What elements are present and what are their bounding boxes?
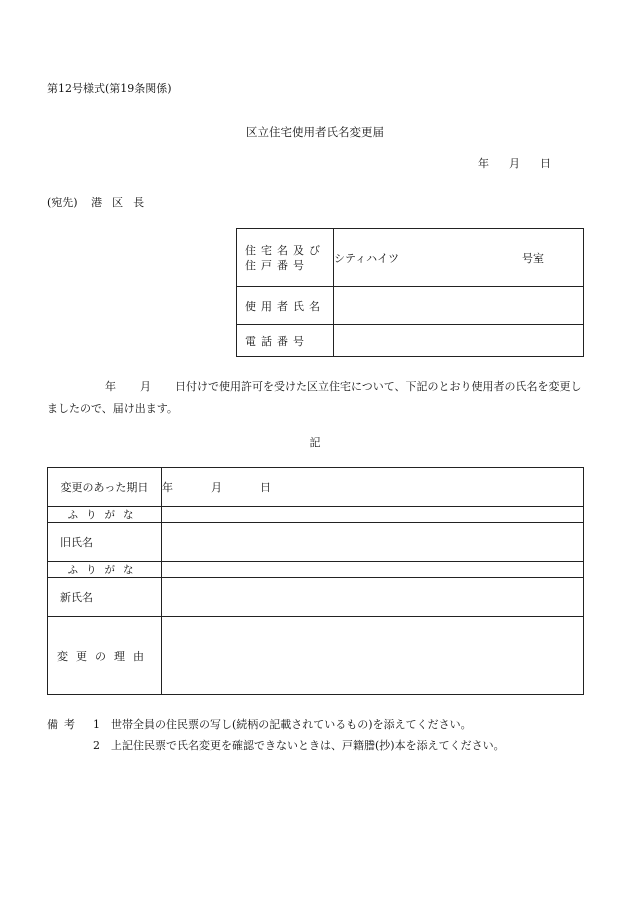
change-date-field[interactable] [162, 468, 584, 507]
reason-label: 変更の理由 [48, 617, 162, 695]
new-name-label [48, 578, 162, 617]
document-title: 区立住宅使用者氏名変更届 [246, 125, 384, 139]
new-name-field[interactable] [162, 578, 584, 617]
remark-number-1: 1 [93, 718, 100, 731]
addressee-ward: 港 [91, 196, 103, 209]
body-year: 年 [105, 380, 116, 393]
new-furigana-field[interactable] [162, 562, 584, 578]
residence-label [237, 229, 334, 287]
addressee [47, 194, 144, 210]
old-name-field[interactable] [162, 523, 584, 562]
change-date-label: 変更のあった期日 [48, 468, 162, 507]
remark-text-1: 世帯全員の住民票の写し(続柄の記載されているもの)を添えてください。 [111, 718, 472, 731]
change-date-year: 年 [162, 481, 173, 494]
remark-item-1 [47, 714, 505, 735]
record-table [47, 467, 584, 695]
remark-text-2: 上記住民票で氏名変更を確認できないときは、戸籍謄(抄)本を添えてください。 [111, 739, 505, 752]
user-name-label: 使用者氏名 [237, 287, 334, 325]
remarks [47, 714, 505, 756]
ki-heading: 記 [309, 436, 321, 449]
addressee-title-2: 長 [133, 196, 145, 209]
old-furigana-label: ふりがな [48, 507, 162, 523]
phone-label: 電話番号 [237, 325, 334, 357]
remark-number-2: 2 [93, 739, 100, 752]
room-suffix: 号室 [522, 251, 544, 265]
old-name-label [48, 523, 162, 562]
new-name-label-text: 新氏名 [60, 591, 93, 604]
change-date-day: 日 [260, 481, 271, 494]
date-day-label: 日 [540, 157, 551, 170]
new-furigana-label: ふりがな [48, 562, 162, 578]
body-paragraph [47, 376, 587, 420]
reason-field[interactable] [162, 617, 584, 695]
old-furigana-field[interactable] [162, 507, 584, 523]
user-name-field[interactable] [334, 287, 584, 325]
housing-name: シティハイツ [334, 251, 400, 265]
residence-label-line1: 住宅名及び [245, 243, 325, 257]
addressee-prefix: (宛先) [47, 196, 78, 209]
submission-date [478, 155, 551, 171]
form-number: 第12号様式(第19条関係) [47, 82, 172, 95]
phone-field[interactable] [334, 325, 584, 357]
addressee-title-1: 区 [112, 196, 124, 209]
residence-field[interactable] [334, 229, 584, 287]
date-month-label: 月 [509, 157, 520, 170]
body-text: 日付けで使用許可を受けた区立住宅について、下記のとおり使用者の氏名を変更しましたので、届け出ます。 [47, 380, 582, 415]
old-name-label-text: 旧氏名 [60, 536, 93, 549]
applicant-table [236, 228, 584, 357]
date-year-label: 年 [478, 157, 489, 170]
remark-item-2 [47, 735, 505, 756]
change-date-month: 月 [211, 481, 222, 494]
body-month: 月 [140, 380, 151, 393]
remarks-label: 備考 [47, 718, 81, 731]
residence-label-line2: 住戸番号 [245, 258, 309, 272]
